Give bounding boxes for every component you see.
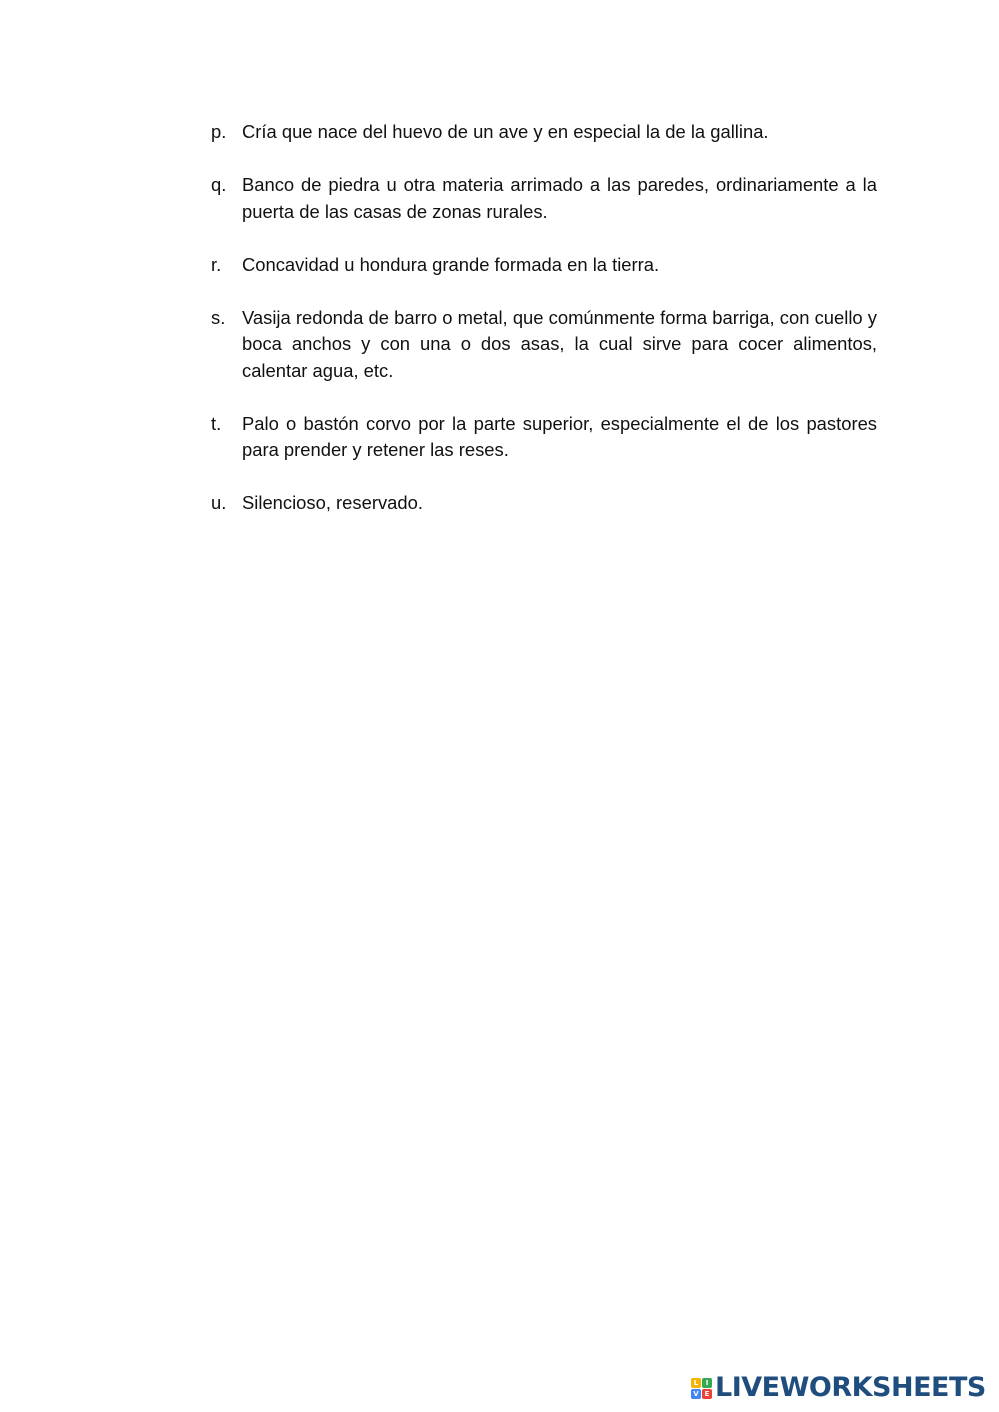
definition-item-t — [211, 411, 877, 464]
logo-tile: L — [691, 1378, 701, 1388]
item-text: Vasija redonda de barro o metal, que comúnmente forma barriga, con cuello y boca anchos y con una o dos asas, la cual sirve para cocer alimentos, calentar agua, etc. — [242, 306, 877, 381]
logo-text: LIVEWORKSHEETS — [715, 1372, 986, 1403]
item-letter: u. — [211, 492, 227, 513]
definition-item-u — [211, 490, 877, 517]
item-text: Palo o bastón corvo por la parte superior, especialmente el de los pastores para prender y retener las reses. — [242, 412, 877, 460]
logo-tile: I — [702, 1378, 712, 1388]
logo-mark-icon — [691, 1378, 712, 1399]
definition-item-r — [211, 252, 877, 279]
item-text: Concavidad u hondura grande formada en la tierra. — [242, 253, 660, 275]
item-letter: p. — [211, 121, 227, 142]
liveworksheets-logo[interactable] — [691, 1373, 986, 1403]
definition-item-q — [211, 172, 877, 225]
definition-list — [211, 119, 877, 543]
logo-tile: E — [702, 1389, 712, 1399]
item-letter: t. — [211, 412, 222, 434]
logo-tile: V — [691, 1389, 701, 1399]
item-text: Cría que nace del huevo de un ave y en especial la de la gallina. — [242, 121, 769, 142]
definition-item-s — [211, 305, 877, 385]
item-text: Silencioso, reservado. — [242, 492, 423, 513]
item-letter: r. — [211, 253, 222, 275]
item-text: Banco de piedra u otra materia arrimado a las paredes, ordinariamente a la puerta de las casas de zonas rurales. — [242, 174, 877, 222]
item-letter: s. — [211, 306, 226, 328]
definition-item-p — [211, 119, 877, 146]
item-letter: q. — [211, 174, 227, 195]
